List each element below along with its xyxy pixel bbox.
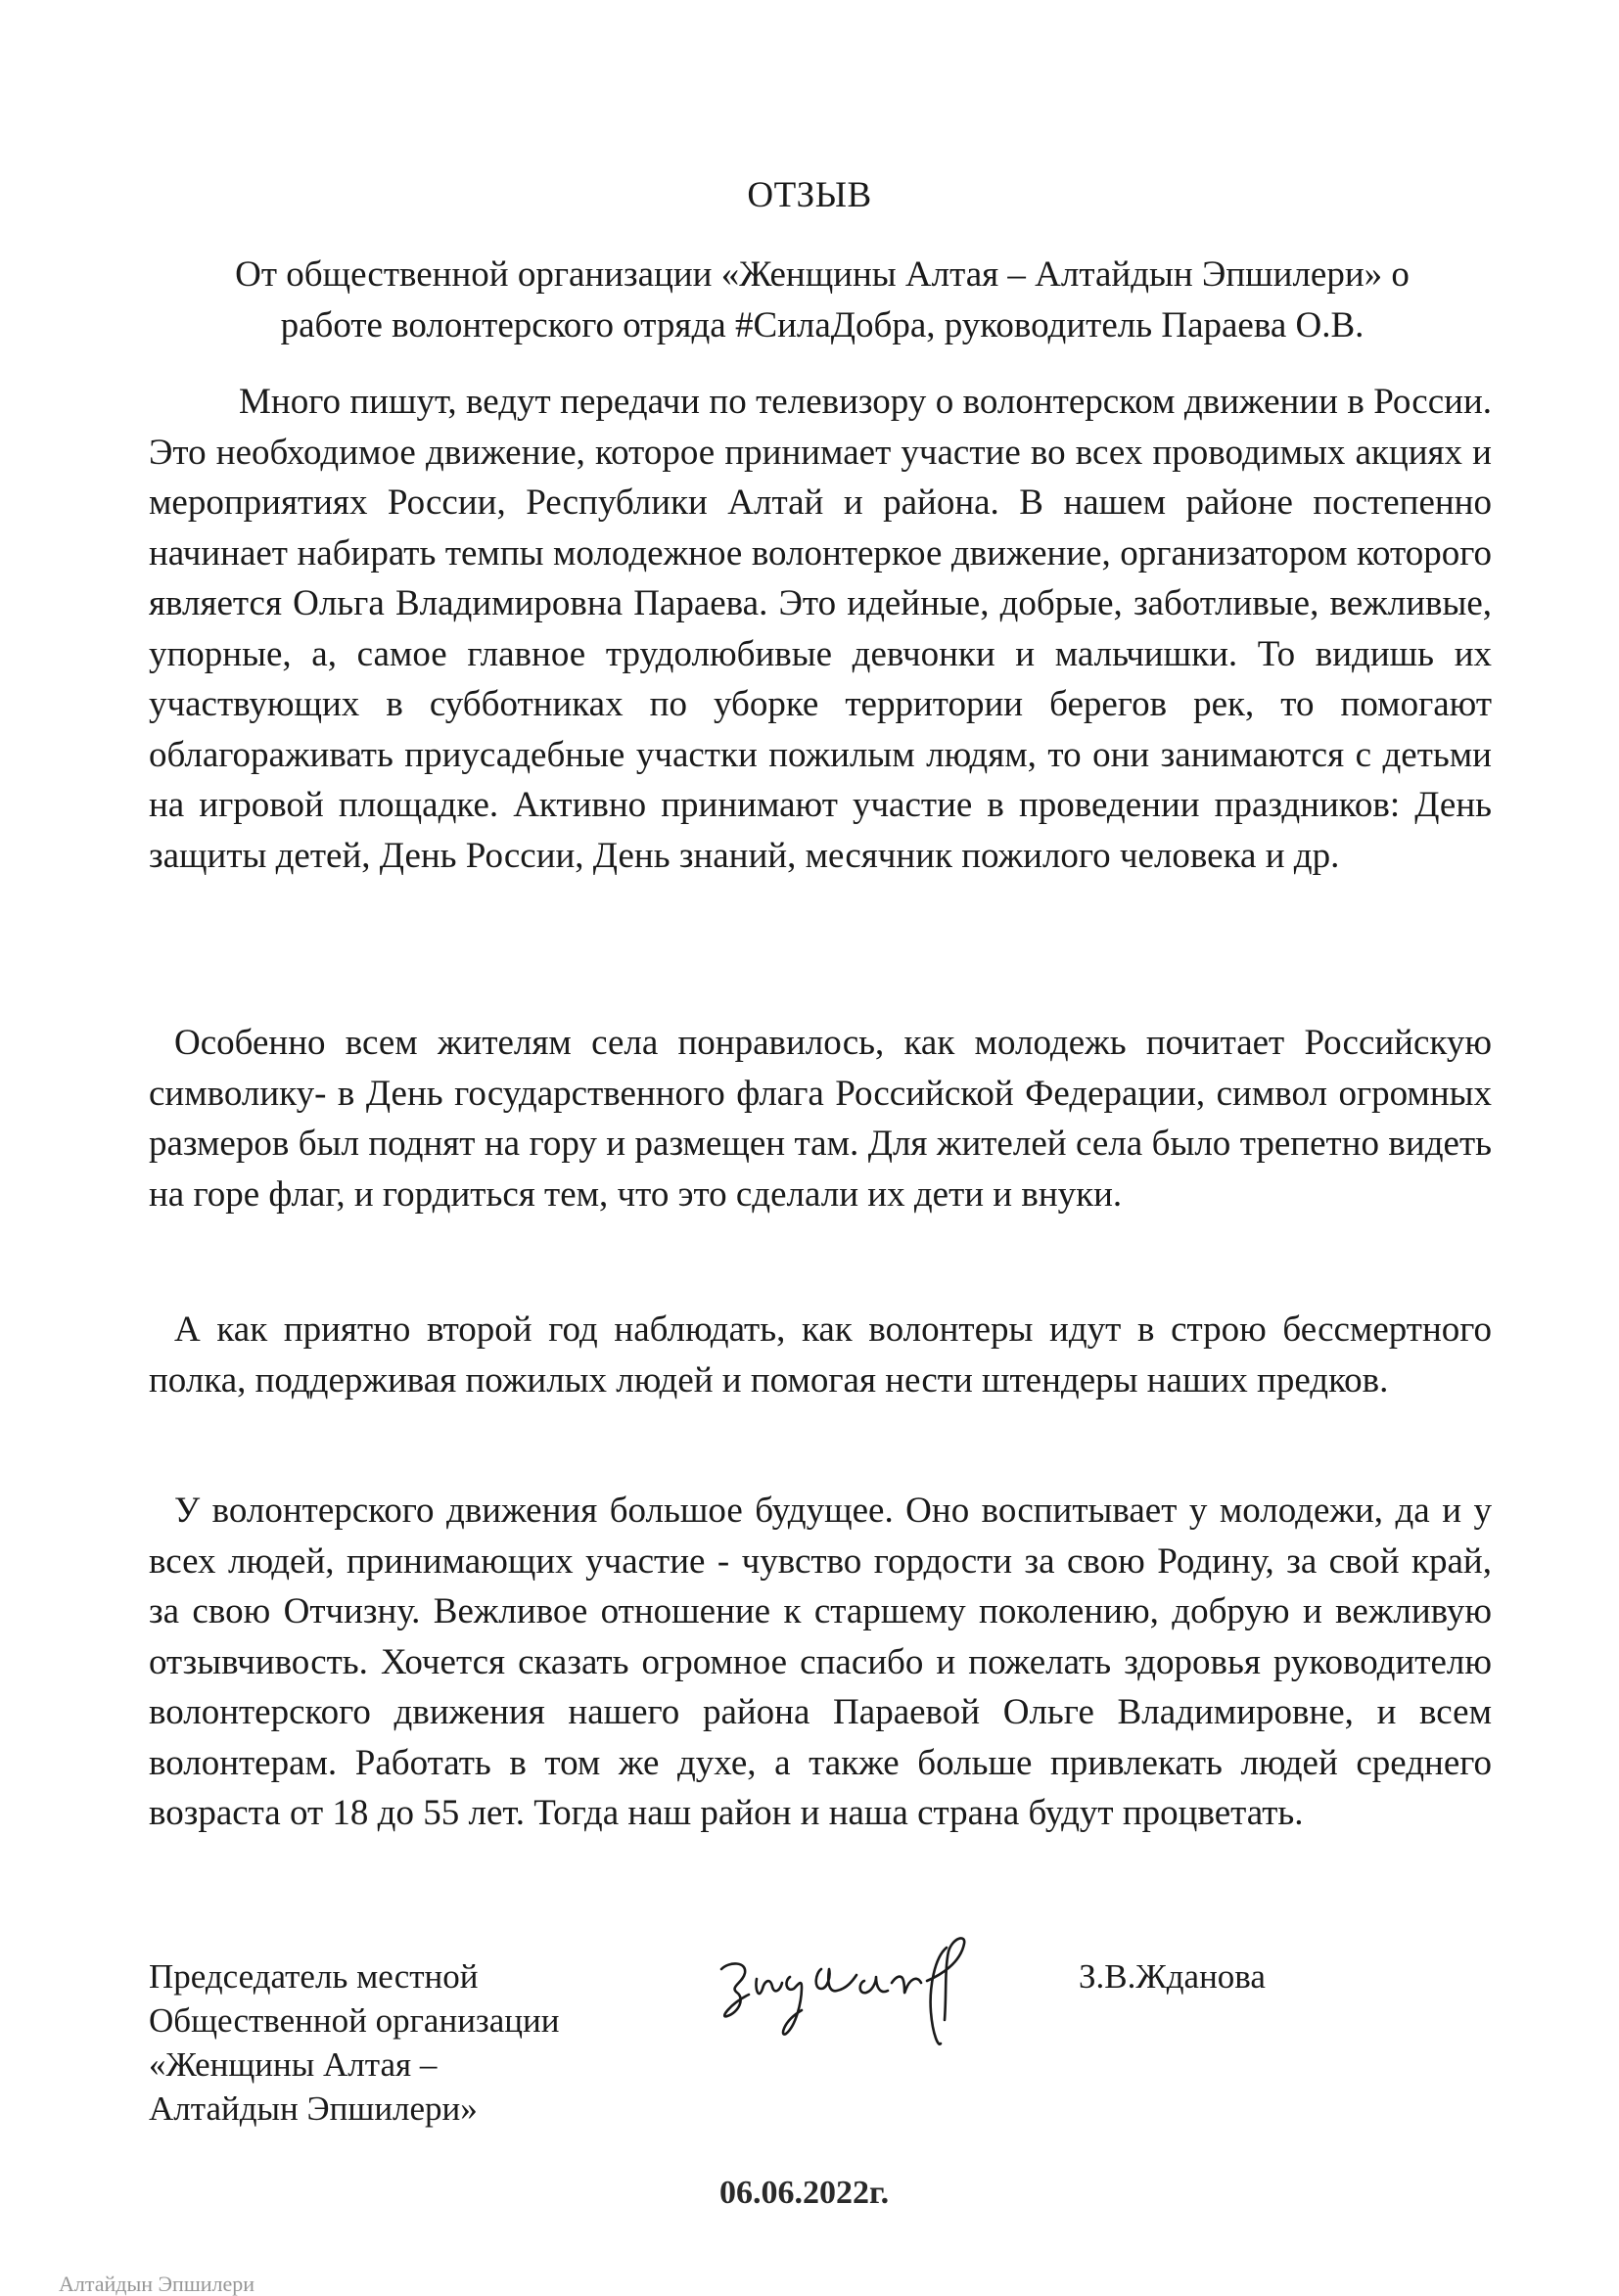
signatory-position-line: «Женщины Алтая – bbox=[149, 2045, 438, 2084]
handwritten-signature bbox=[700, 1918, 1033, 2055]
paragraph-1: Много пишут, ведут передачи по телевизору о волонтерском движении в России. Это необходимое движение, которое принимает участие во всех проводимых акциях и мероприятиях России, Республики Алтай и района. В нашем районе постепенно начинает набирать темпы молодежное волонтеркое движение, организатором которого является Ольга Владимировна Параева. Это идейные, добрые, заботливые, вежливые, упорные, а, самое главное трудолюбивые девчонки и мальчишки. То видишь их участвующих в субботниках по уборке территории берегов рек, то помогают облагораживать приусадебные участки пожилым людям, то они занимаются с детьми на игровой площадке. Активно принимают участие в проведении праздников: День защиты детей, День России, День знаний, месячник пожилого человека и др. bbox=[149, 382, 1492, 876]
subtitle-line-1: От общественной организации «Женщины Алтая – Алтайдын Эпшилери» о bbox=[235, 254, 1410, 295]
paragraph-2: Особенно всем жителям села понравилось, как молодежь почитает Российскую символику- в День государственного флага Российской Федерации, символ огромных размеров был поднят на гору и размещен там. Для жителей села было трепетно видеть на горе флаг, и гордиться тем, что это сделали их дети и внуки. bbox=[149, 1023, 1492, 1215]
paragraph-4: У волонтерского движения большое будущее. Оно воспитывает у молодежи, да и у всех людей, принимающих участие - чувство гордости за свою Родину, за свой край, за свою Отчизну. Вежливое отношение к старшему поколению, добрую и вежливую отзывчивость. Хочется сказать огромное спасибо и пожелать здоровья руководителю волонтерского движения нашего района Параевой Ольге Владимировне, и всем волонтерам. Работать в том же духе, а также больше привлекать людей среднего возраста от 18 до 55 лет. Тогда наш район и наша страна будут процветать. bbox=[149, 1491, 1492, 1833]
subtitle-line-2: работе волонтерского отряда #СилаДобра, руководитель Параева О.В. bbox=[280, 305, 1365, 345]
document-date: 06.06.2022г. bbox=[719, 2175, 890, 2211]
document-subtitle bbox=[147, 250, 1498, 351]
signatory-position bbox=[149, 1954, 559, 2131]
signatory-position-line: Председатель местной bbox=[149, 1957, 479, 1996]
paragraph-3: А как приятно второй год наблюдать, как волонтеры идут в строю бессмертного полка, поддерживая пожилых людей и помогая нести штендеры наших предков. bbox=[149, 1309, 1492, 1401]
signatory-position-line: Общественной организации bbox=[149, 2001, 560, 2040]
signatory-name: З.В.Жданова bbox=[1079, 1957, 1266, 1996]
signatory-position-line: Алтайдын Эпшилери» bbox=[149, 2089, 478, 2128]
document-title: ОТЗЫВ bbox=[747, 175, 872, 215]
footer-fragment: Алтайдын Эпшилери bbox=[59, 2272, 255, 2296]
